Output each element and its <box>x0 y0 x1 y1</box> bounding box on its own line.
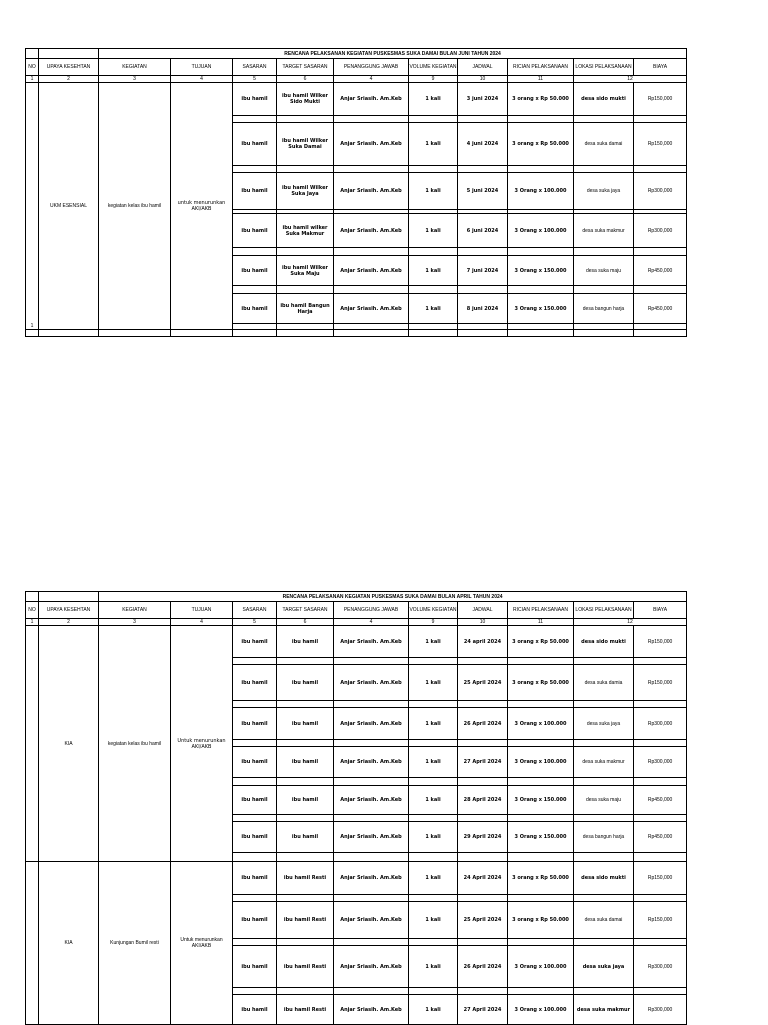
kegiatan-cell: Kunjungan Bumil resti <box>99 862 171 1025</box>
col-number: 4 <box>334 619 409 626</box>
header-rician: RICIAN PELAKSANAAN <box>508 602 574 619</box>
plan-table-april <box>25 591 687 1025</box>
target-cell: ibu hamil Resti <box>277 946 334 988</box>
lokasi-cell: desa sido mukti <box>574 862 634 895</box>
upaya-cell: UKM ESENSIAL <box>39 83 99 330</box>
plan-table-juni <box>25 48 687 337</box>
kegiatan-cell: kegiatan kelas ibu hamil <box>99 83 171 330</box>
tujuan-cell: untuk menurunkan AKI/AKB <box>171 83 233 330</box>
lokasi-cell: desa suka damai <box>574 123 634 166</box>
lokasi-cell: desa bangun harja <box>574 294 634 324</box>
col-number: 6 <box>277 76 334 83</box>
jadwal-cell: 24 April 2024 <box>458 862 508 895</box>
target-cell: ibu hamil Resti <box>277 902 334 939</box>
lokasi-cell: desa sido mukti <box>574 83 634 116</box>
rician-cell: 3 Orang x 100.000 <box>508 995 574 1025</box>
biaya-cell: Rp150,000 <box>634 626 687 658</box>
sasaran-cell: ibu hamil <box>233 946 277 988</box>
header-tujuan: TUJUAN <box>171 602 233 619</box>
header-target: TARGET SASARAN <box>277 59 334 76</box>
sasaran-cell: ibu hamil <box>233 294 277 324</box>
rician-cell: 3 Orang x 100.000 <box>508 747 574 778</box>
target-cell: ibu hamil <box>277 822 334 853</box>
volume-cell: 1 kali <box>409 708 458 740</box>
col-number: 9 <box>409 76 458 83</box>
col-number: 11 <box>508 76 574 83</box>
col-number: 10 <box>458 619 508 626</box>
rician-cell: 3 orang x Rp 50.000 <box>508 665 574 701</box>
volume-cell: 1 kali <box>409 123 458 166</box>
jadwal-cell: 24 april 2024 <box>458 626 508 658</box>
lokasi-cell: desa suka makmur <box>574 995 634 1025</box>
biaya-cell: Rp300,000 <box>634 946 687 988</box>
lokasi-cell: desa suka makmur <box>574 214 634 248</box>
target-cell: ibu hamil Resti <box>277 862 334 895</box>
table-title: RENCANA PELAKSANAN KEGIATAN PUSKESMAS SUKA DAMAI BULAN APRIL TAHUN 2024 <box>99 592 687 602</box>
kegiatan-cell: kegiatan kelas ibu hamil <box>99 626 171 862</box>
biaya-cell: Rp450,000 <box>634 786 687 815</box>
biaya-cell: Rp450,000 <box>634 822 687 853</box>
upaya-cell: KIA <box>39 626 99 862</box>
lokasi-cell: desa suka makmur <box>574 747 634 778</box>
jadwal-cell: 29 April 2024 <box>458 822 508 853</box>
col-number: 3 <box>99 619 171 626</box>
target-cell: ibu hamil Wilker Suka Jaya <box>277 173 334 210</box>
sasaran-cell: ibu hamil <box>233 786 277 815</box>
header-upaya: UPAYA KESEHTAN <box>39 59 99 76</box>
sasaran-cell: ibu hamil <box>233 626 277 658</box>
pj-cell: Anjar Sriasih. Am.Keb <box>334 294 409 324</box>
target-cell: ibu hamil <box>277 665 334 701</box>
col-number: 12 <box>574 619 687 626</box>
pj-cell: Anjar Sriasih. Am.Keb <box>334 822 409 853</box>
sasaran-cell: ibu hamil <box>233 862 277 895</box>
col-number: 10 <box>458 76 508 83</box>
pj-cell: Anjar Sriasih. Am.Keb <box>334 626 409 658</box>
jadwal-cell: 25 April 2024 <box>458 902 508 939</box>
rician-cell: 3 Orang x 150.000 <box>508 256 574 286</box>
jadwal-cell: 4 juni 2024 <box>458 123 508 166</box>
biaya-cell: Rp150,000 <box>634 665 687 701</box>
jadwal-cell: 7 juni 2024 <box>458 256 508 286</box>
biaya-cell: Rp450,000 <box>634 256 687 286</box>
col-number: 1 <box>26 76 39 83</box>
biaya-cell: Rp450,000 <box>634 294 687 324</box>
biaya-cell: Rp150,000 <box>634 862 687 895</box>
target-cell: ibu hamil <box>277 786 334 815</box>
col-number: 3 <box>99 76 171 83</box>
sasaran-cell: ibu hamil <box>233 214 277 248</box>
header-kegiatan: KEGIATAN <box>99 59 171 76</box>
col-number: 4 <box>171 619 233 626</box>
col-number: 2 <box>39 76 99 83</box>
sasaran-cell: ibu hamil <box>233 822 277 853</box>
sasaran-cell: ibu hamil <box>233 123 277 166</box>
pj-cell: Anjar Sriasih. Am.Keb <box>334 123 409 166</box>
jadwal-cell: 3 juni 2024 <box>458 83 508 116</box>
volume-cell: 1 kali <box>409 946 458 988</box>
header-biaya: BIAYA <box>634 602 687 619</box>
pj-cell: Anjar Sriasih. Am.Keb <box>334 83 409 116</box>
sasaran-cell: ibu hamil <box>233 995 277 1025</box>
pj-cell: Anjar Sriasih. Am.Keb <box>334 995 409 1025</box>
target-cell: ibu hamil Wilker Suka Damai <box>277 123 334 166</box>
rician-cell: 3 Orang x 150.000 <box>508 786 574 815</box>
biaya-cell: Rp150,000 <box>634 83 687 116</box>
jadwal-cell: 27 April 2024 <box>458 995 508 1025</box>
lokasi-cell: desa suka jaya <box>574 946 634 988</box>
biaya-cell: Rp300,000 <box>634 708 687 740</box>
sasaran-cell: ibu hamil <box>233 902 277 939</box>
tujuan-cell: Untuk menurunkan AKI/AKB <box>171 626 233 862</box>
target-cell: ibu hamil <box>277 708 334 740</box>
rician-cell: 3 Orang x 150.000 <box>508 294 574 324</box>
header-sasaran: SASARAN <box>233 59 277 76</box>
header-lokasi: LOKASI PELAKSANAAN <box>574 602 634 619</box>
upaya-cell: KIA <box>39 862 99 1025</box>
pj-cell: Anjar Sriasih. Am.Keb <box>334 786 409 815</box>
biaya-cell: Rp300,000 <box>634 173 687 210</box>
col-number: 11 <box>508 619 574 626</box>
biaya-cell: Rp300,000 <box>634 995 687 1025</box>
pj-cell: Anjar Sriasih. Am.Keb <box>334 946 409 988</box>
volume-cell: 1 kali <box>409 173 458 210</box>
tujuan-cell: Untuk menurunkan AKI/AKB <box>171 862 233 1025</box>
biaya-cell: Rp300,000 <box>634 747 687 778</box>
volume-cell: 1 kali <box>409 902 458 939</box>
header-sasaran: SASARAN <box>233 602 277 619</box>
jadwal-cell: 6 juni 2024 <box>458 214 508 248</box>
rician-cell: 3 Orang x 100.000 <box>508 173 574 210</box>
header-target: TARGET SASARAN <box>277 602 334 619</box>
pj-cell: Anjar Sriasih. Am.Keb <box>334 214 409 248</box>
sasaran-cell: ibu hamil <box>233 173 277 210</box>
volume-cell: 1 kali <box>409 83 458 116</box>
jadwal-cell: 27 April 2024 <box>458 747 508 778</box>
lokasi-cell: desa suka damia <box>574 665 634 701</box>
pj-cell: Anjar Sriasih. Am.Keb <box>334 902 409 939</box>
header-volume: VOLUME KEGIATAN <box>409 59 458 76</box>
volume-cell: 1 kali <box>409 256 458 286</box>
target-cell: ibu hamil <box>277 747 334 778</box>
target-cell: ibu hamil Wilker Sido Mukti <box>277 83 334 116</box>
sasaran-cell: ibu hamil <box>233 747 277 778</box>
pj-cell: Anjar Sriasih. Am.Keb <box>334 665 409 701</box>
lokasi-cell: desa suka jaya <box>574 708 634 740</box>
col-number: 4 <box>334 76 409 83</box>
header-no: NO <box>26 602 39 619</box>
pj-cell: Anjar Sriasih. Am.Keb <box>334 747 409 778</box>
table-title: RENCANA PELAKSANAN KEGIATAN PUSKESMAS SUKA DAMAI BULAN JUNI TAHUN 2024 <box>99 49 687 59</box>
col-number: 5 <box>233 619 277 626</box>
rician-cell: 3 Orang x 100.000 <box>508 708 574 740</box>
header-no: NO <box>26 59 39 76</box>
header-jadwal: JADWAL <box>458 602 508 619</box>
jadwal-cell: 26 April 2024 <box>458 946 508 988</box>
jadwal-cell: 26 April 2024 <box>458 708 508 740</box>
volume-cell: 1 kali <box>409 294 458 324</box>
rician-cell: 3 Orang x 100.000 <box>508 946 574 988</box>
sasaran-cell: ibu hamil <box>233 665 277 701</box>
header-pj: PENANGGUNG JAWAB <box>334 59 409 76</box>
lokasi-cell: desa suka maju <box>574 256 634 286</box>
biaya-cell: Rp300,000 <box>634 214 687 248</box>
sasaran-cell: ibu hamil <box>233 708 277 740</box>
target-cell: ibu hamil Wilker Suka Maju <box>277 256 334 286</box>
header-volume: VOLUME KEGIATAN <box>409 602 458 619</box>
header-pj: PENANGGUNG JAWAB <box>334 602 409 619</box>
col-number: 12 <box>574 76 687 83</box>
volume-cell: 1 kali <box>409 822 458 853</box>
header-jadwal: JADWAL <box>458 59 508 76</box>
volume-cell: 1 kali <box>409 995 458 1025</box>
col-number: 1 <box>26 619 39 626</box>
header-upaya: UPAYA KESEHTAN <box>39 602 99 619</box>
volume-cell: 1 kali <box>409 214 458 248</box>
col-number: 2 <box>39 619 99 626</box>
target-cell: ibu hamil Resti <box>277 995 334 1025</box>
col-number: 5 <box>233 76 277 83</box>
volume-cell: 1 kali <box>409 626 458 658</box>
sasaran-cell: ibu hamil <box>233 83 277 116</box>
header-rician: RICIAN PELAKSANAAN <box>508 59 574 76</box>
sasaran-cell: ibu hamil <box>233 256 277 286</box>
row-number: 1 <box>26 83 39 330</box>
header-kegiatan: KEGIATAN <box>99 602 171 619</box>
lokasi-cell: desa suka maju <box>574 786 634 815</box>
rician-cell: 3 orang x Rp 50.000 <box>508 83 574 116</box>
target-cell: ibu hamil Bangun Harja <box>277 294 334 324</box>
volume-cell: 1 kali <box>409 862 458 895</box>
rician-cell: 3 orang x Rp 50.000 <box>508 862 574 895</box>
pj-cell: Anjar Sriasih. Am.Keb <box>334 862 409 895</box>
rician-cell: 3 orang x Rp 50.000 <box>508 626 574 658</box>
volume-cell: 1 kali <box>409 747 458 778</box>
jadwal-cell: 25 April 2024 <box>458 665 508 701</box>
col-number: 9 <box>409 619 458 626</box>
jadwal-cell: 8 juni 2024 <box>458 294 508 324</box>
col-number: 6 <box>277 619 334 626</box>
pj-cell: Anjar Sriasih. Am.Keb <box>334 256 409 286</box>
lokasi-cell: desa suka jaya <box>574 173 634 210</box>
jadwal-cell: 5 juni 2024 <box>458 173 508 210</box>
col-number: 4 <box>171 76 233 83</box>
lokasi-cell: desa suka damai <box>574 902 634 939</box>
rician-cell: 3 Orang x 150.000 <box>508 822 574 853</box>
lokasi-cell: desa bangun harja <box>574 822 634 853</box>
volume-cell: 1 kali <box>409 786 458 815</box>
lokasi-cell: desa sido mukti <box>574 626 634 658</box>
target-cell: ibu hamil wilker Suka Makmur <box>277 214 334 248</box>
rician-cell: 3 orang x Rp 50.000 <box>508 902 574 939</box>
biaya-cell: Rp150,000 <box>634 123 687 166</box>
header-biaya: BIAYA <box>634 59 687 76</box>
pj-cell: Anjar Sriasih. Am.Keb <box>334 173 409 210</box>
pj-cell: Anjar Sriasih. Am.Keb <box>334 708 409 740</box>
rician-cell: 3 orang x Rp 50.000 <box>508 123 574 166</box>
jadwal-cell: 28 April 2024 <box>458 786 508 815</box>
header-tujuan: TUJUAN <box>171 59 233 76</box>
header-lokasi: LOKASI PELAKSANAAN <box>574 59 634 76</box>
volume-cell: 1 kali <box>409 665 458 701</box>
target-cell: ibu hamil <box>277 626 334 658</box>
rician-cell: 3 Orang x 100.000 <box>508 214 574 248</box>
biaya-cell: Rp150,000 <box>634 902 687 939</box>
